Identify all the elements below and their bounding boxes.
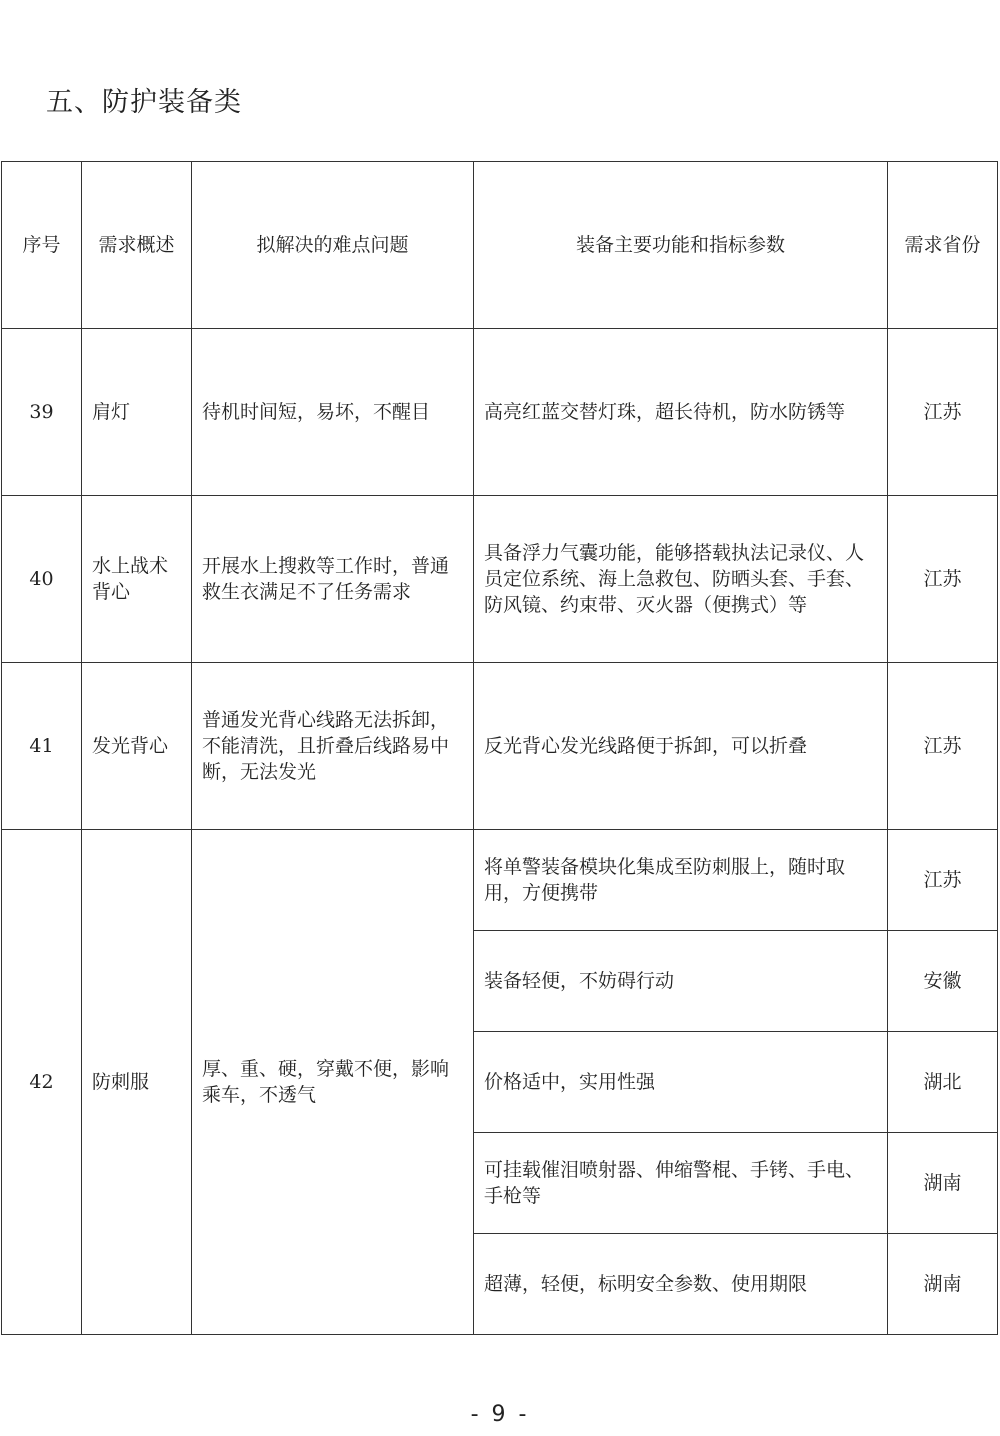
row-problem: 待机时间短，易坏，不醒目 — [192, 329, 474, 496]
row-problem: 开展水上搜救等工作时，普通救生衣满足不了任务需求 — [192, 496, 474, 663]
row-province: 湖南 — [888, 1133, 998, 1234]
row-no: 41 — [2, 663, 82, 830]
row-no: 39 — [2, 329, 82, 496]
section-title: 五、防护装备类 — [46, 87, 242, 118]
row-province: 江苏 — [888, 496, 998, 663]
row-province: 江苏 — [888, 663, 998, 830]
row-function: 高亮红蓝交替灯珠，超长待机，防水防锈等 — [474, 329, 888, 496]
row-function: 将单警装备模块化集成至防刺服上，随时取用，方便携带 — [474, 830, 888, 931]
row-summary: 肩灯 — [82, 329, 192, 496]
table-row — [2, 329, 998, 496]
table-row — [2, 496, 998, 663]
table-row — [2, 663, 998, 830]
page-number: - 9 - — [470, 1402, 530, 1427]
row-function: 可挂载催泪喷射器、伸缩警棍、手铐、手电、手枪等 — [474, 1133, 888, 1234]
header-province: 需求省份 — [888, 162, 998, 329]
row-no: 40 — [2, 496, 82, 663]
row-summary: 水上战术背心 — [82, 496, 192, 663]
row-province: 湖南 — [888, 1234, 998, 1335]
row-province: 安徽 — [888, 931, 998, 1032]
table-header-row — [2, 162, 998, 329]
row-no: 42 — [2, 830, 82, 1335]
requirements-table — [1, 161, 998, 1335]
row-function: 超薄，轻便，标明安全参数、使用期限 — [474, 1234, 888, 1335]
table-row — [2, 830, 998, 931]
header-function: 装备主要功能和指标参数 — [474, 162, 888, 329]
row-summary: 发光背心 — [82, 663, 192, 830]
row-function: 装备轻便，不妨碍行动 — [474, 931, 888, 1032]
row-summary: 防刺服 — [82, 830, 192, 1335]
header-summary: 需求概述 — [82, 162, 192, 329]
row-function: 反光背心发光线路便于拆卸，可以折叠 — [474, 663, 888, 830]
header-problem: 拟解决的难点问题 — [192, 162, 474, 329]
row-problem: 普通发光背心线路无法拆卸，不能清洗，且折叠后线路易中断，无法发光 — [192, 663, 474, 830]
row-function: 具备浮力气囊功能，能够搭载执法记录仪、人员定位系统、海上急救包、防晒头套、手套、防风镜、约束带、灭火器（便携式）等 — [474, 496, 888, 663]
row-province: 江苏 — [888, 830, 998, 931]
row-province: 江苏 — [888, 329, 998, 496]
row-province: 湖北 — [888, 1032, 998, 1133]
row-problem: 厚、重、硬，穿戴不便，影响乘车，不透气 — [192, 830, 474, 1335]
header-no: 序号 — [2, 162, 82, 329]
row-function: 价格适中，实用性强 — [474, 1032, 888, 1133]
